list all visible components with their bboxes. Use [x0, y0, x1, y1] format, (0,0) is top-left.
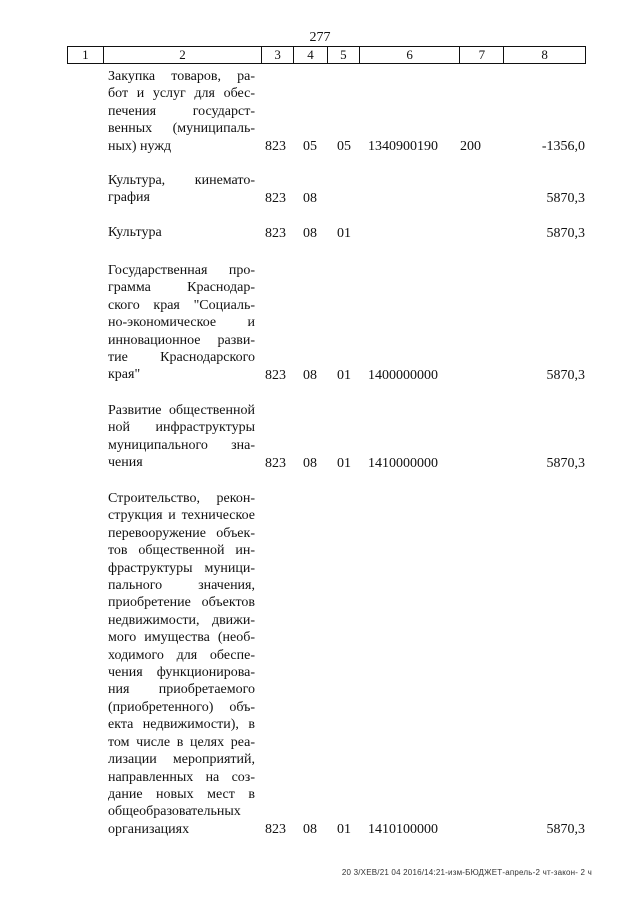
name-line: Культура, кинемато-	[108, 173, 255, 188]
name-line: бот и услуг для обес-	[108, 86, 255, 102]
name-line: организациях	[108, 821, 190, 837]
name-line: (приобретенного) объ-	[108, 699, 255, 715]
name-line: перевооружение объек-	[108, 525, 255, 541]
name-line: общеобразовательных	[108, 804, 241, 820]
name-line: екта недвижимости), в	[108, 717, 255, 733]
name-line: инновационное разви-	[108, 332, 255, 348]
row-col-4: 05	[303, 138, 317, 154]
table-row	[0, 224, 640, 242]
row-col-4: 08	[303, 367, 317, 383]
header-col-6: 6	[360, 47, 461, 63]
row-col-3: 823	[265, 138, 286, 154]
name-line: Культура	[108, 225, 162, 240]
row-col-7: 200	[460, 138, 481, 154]
row-col-8: -1356,0	[541, 138, 585, 154]
row-name	[108, 172, 255, 207]
row-col-6: 1410000000	[368, 455, 438, 471]
name-line: ных) нужд	[108, 138, 172, 154]
name-line: ского края "Социаль-	[108, 297, 255, 313]
name-line: Строительство, рекон-	[108, 491, 255, 506]
row-col-3: 823	[265, 225, 286, 241]
name-line: венных (муниципаль-	[108, 121, 255, 137]
table-header	[67, 46, 586, 64]
name-line: дание новых мест в	[108, 786, 255, 802]
name-line: том числе в целях реа-	[108, 734, 255, 750]
name-line: тие Краснодарского	[108, 350, 255, 366]
row-col-8: 5870,3	[546, 455, 585, 471]
name-line: струкция и техническое	[108, 508, 255, 524]
row-col-5: 01	[337, 367, 351, 383]
row-col-6: 1340900190	[368, 138, 438, 154]
row-col-8: 5870,3	[546, 190, 585, 206]
header-col-5: 5	[328, 47, 360, 63]
row-name	[108, 490, 255, 838]
row-col-6: 1410100000	[368, 821, 438, 837]
table-row	[0, 262, 640, 384]
name-line: Государственная про-	[108, 263, 255, 278]
table-row	[0, 490, 640, 838]
row-name	[108, 68, 255, 155]
row-col-3: 823	[265, 367, 286, 383]
name-line: ния приобретаемого	[108, 682, 255, 698]
row-name	[108, 262, 255, 384]
table-row	[0, 172, 640, 207]
row-col-3: 823	[265, 821, 286, 837]
header-col-4: 4	[294, 47, 328, 63]
row-col-4: 08	[303, 455, 317, 471]
header-col-2: 2	[104, 47, 262, 63]
row-col-5: 01	[337, 821, 351, 837]
name-line: муниципального зна-	[108, 437, 255, 453]
row-col-6: 1400000000	[368, 367, 438, 383]
name-line: ходимого для обеспе-	[108, 647, 255, 663]
name-line: печения государст-	[108, 103, 255, 119]
name-line: ной инфраструктуры	[108, 420, 255, 436]
row-col-8: 5870,3	[546, 367, 585, 383]
row-name	[108, 224, 255, 241]
row-name	[108, 402, 255, 472]
name-line: графия	[108, 190, 150, 206]
header-col-7: 7	[460, 47, 504, 63]
name-line: Развитие общественной	[108, 403, 255, 418]
name-line: направленных на соз-	[108, 769, 255, 785]
page-number: 277	[309, 30, 331, 45]
name-line: тов общественной ин-	[108, 543, 255, 559]
row-col-3: 823	[265, 455, 286, 471]
row-col-3: 823	[265, 190, 286, 206]
row-col-4: 08	[303, 190, 317, 206]
name-line: мого имущества (необ-	[108, 630, 255, 646]
row-col-5: 01	[337, 455, 351, 471]
row-col-5: 01	[337, 225, 351, 241]
name-line: грамма Краснодар-	[108, 280, 255, 296]
name-line: края"	[108, 367, 141, 383]
name-line: пального значения,	[108, 578, 255, 594]
row-col-5: 05	[337, 138, 351, 154]
table-row	[0, 68, 640, 155]
header-col-3: 3	[262, 47, 294, 63]
name-line: приобретение объектов	[108, 595, 255, 611]
name-line: чения функционирова-	[108, 665, 255, 681]
row-col-8: 5870,3	[546, 225, 585, 241]
name-line: чения	[108, 455, 143, 471]
row-col-8: 5870,3	[546, 821, 585, 837]
footer-file-path: 20 3/ХЕВ/21 04 2016/14:21-изм-БЮДЖЕТ-апрель-2 чт-закон- 2 ч	[341, 868, 592, 877]
row-col-4: 08	[303, 225, 317, 241]
name-line: лизации мероприятий,	[108, 752, 255, 768]
name-line: Закупка товаров, ра-	[108, 69, 255, 84]
name-line: недвижимости, движи-	[108, 612, 255, 628]
name-line: фраструктуры муници-	[108, 560, 255, 576]
name-line: но-экономическое и	[108, 315, 255, 331]
header-col-1: 1	[68, 47, 104, 63]
table-row	[0, 402, 640, 472]
header-col-8: 8	[541, 47, 548, 62]
row-col-4: 08	[303, 821, 317, 837]
